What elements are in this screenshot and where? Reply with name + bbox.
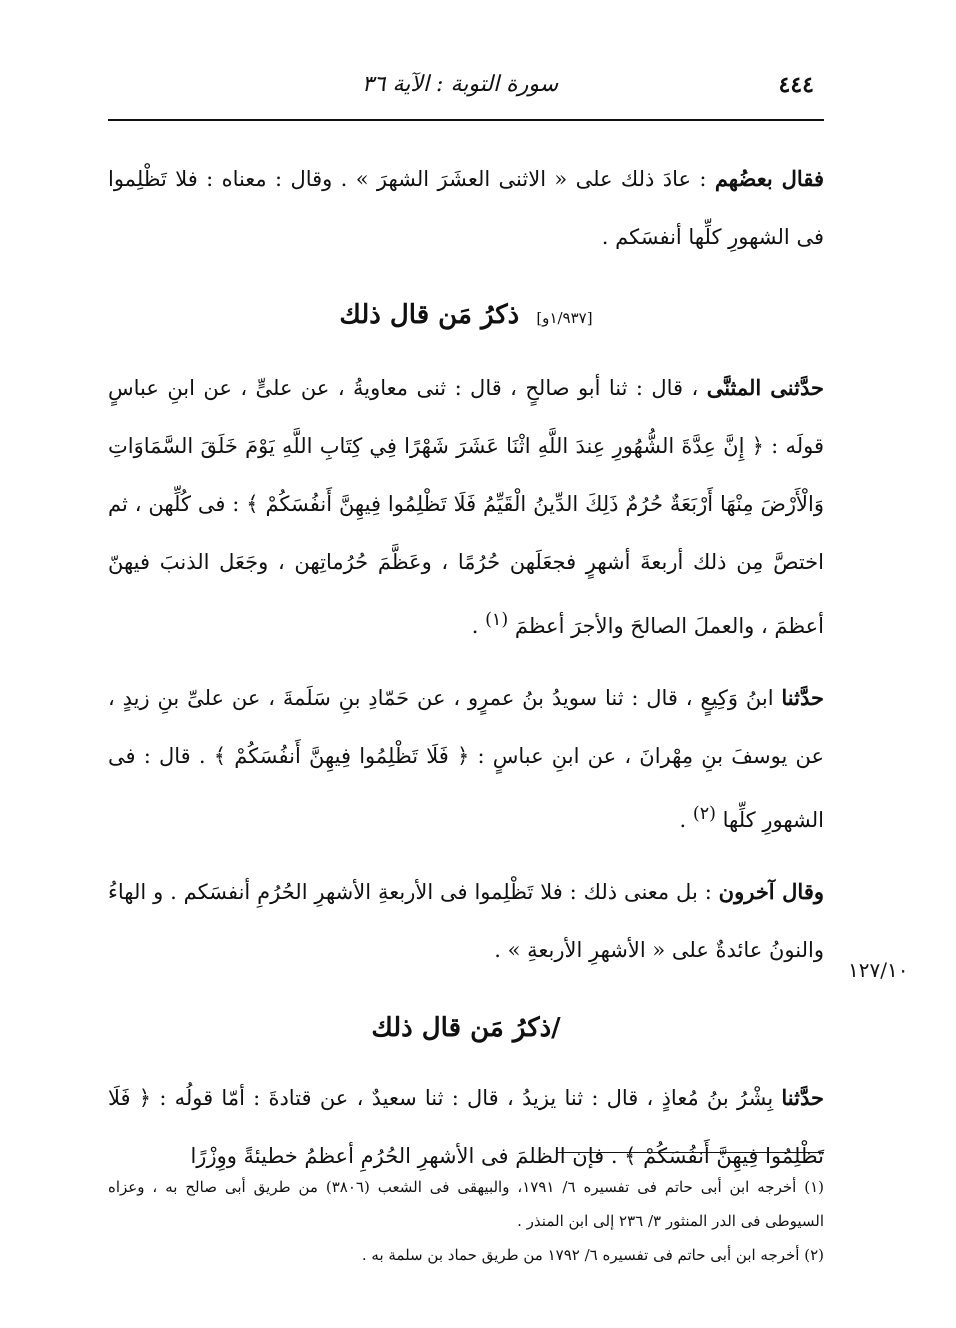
narration-2-end: . (679, 808, 687, 832)
narration-1-end: . (471, 614, 479, 638)
intro-paragraph (108, 150, 824, 266)
narration-1-lead: حدَّثنى المثنَّى (706, 375, 824, 400)
narration-paragraph-3 (108, 1069, 824, 1185)
margin-reference: ١٢٧/١٠ (848, 958, 909, 982)
footnote-marker-1: (١) (485, 610, 509, 630)
footnote-marker-2: (٢) (692, 804, 716, 824)
section-heading-1-text: ذكرُ مَن قال ذلك (339, 300, 520, 330)
section-heading-1 (108, 280, 824, 353)
opinion-lead: وقال آخرون (718, 879, 824, 904)
narration-paragraph-1 (108, 359, 824, 655)
narration-1-text: ، قال : ثنا أبو صالحٍ ، قال : ثنى معاويةُ ، عن علىٍّ ، عن ابنِ عباسٍ قولَه : ﴿ إِنَّ عِدَّةَ الشُّهُورِ عِندَ اللَّهِ اثْنَا عَشَرَ شَهْرًا فِي كِتَابِ اللَّهِ يَوْمَ خَلَقَ السَّمَاوَاتِ وَالْأَرْضَ مِنْهَا أَرْبَعَةٌ حُرُمٌ ذَلِكَ الدِّينُ الْقَيِّمُ فَلَا تَظْلِمُوا فِيهِنَّ أَنفُسَكُمْ ﴾ : فى كُلِّهن ، ثم اختصَّ مِن ذلك أربعةَ أشهرٍ فجعَلَهن حُرُمًا ، وعَظَّمَ حُرُماتِهن ، وجَعَل الذنبَ فيهنّ أعظمَ ، والعملَ الصالحَ والأجرَ أعظمَ (108, 376, 824, 638)
opinion-paragraph (108, 863, 824, 979)
narration-3-text: بِشْرُ بنُ مُعاذٍ ، قال : ثنا يزيدُ ، قال : ثنا سعيدٌ ، عن قتادةَ : أمّا قولُه : ﴿ فَلَا تَظْلِمُوا فِيهِنَّ أَنفُسَكُمْ ﴾ . فإن الظلمَ فى الأشهرِ الحُرُمِ أعظمُ خطيئةً ووِزْرًا (108, 1086, 824, 1168)
intro-text: : عادَ ذلك على « الاثنى العشَرَ الشهرَ » . وقال : معناه : فلا تَظْلِموا فى الشهورِ كلِّها أنفسَكم . (108, 167, 824, 249)
opinion-text: : بل معنى ذلك : فلا تَظْلِموا فى الأربعةِ الأشهرِ الحُرُمِ أنفسَكم . و الهاءُ والنونُ عائدةٌ على « الأشهرِ الأربعةِ » . (108, 880, 824, 962)
section-heading-2: /ذكرُ مَن قال ذلك (371, 1013, 561, 1043)
main-text (108, 150, 824, 1185)
footnote-1: (١) أخرجه ابن أبى حاتم فى تفسيره ٦/ ١٧٩١، والبيهقى فى الشعب (٣٨٠٦) من طريق أبى صالح به ، وعزاه السيوطى فى الدر المنثور ٣/ ٢٣٦ إلى ابن المنذر . (108, 1178, 824, 1230)
footnotes (108, 1170, 824, 1272)
running-header-title: سورة التوبة : الآية ٣٦ (361, 72, 559, 97)
footnote-2: (٢) أخرجه ابن أبى حاتم فى تفسيره ٦/ ١٧٩٢ من طريق حماد بن سلمة به . (361, 1246, 824, 1264)
narration-3-lead: حدَّثنا (781, 1085, 824, 1110)
narration-2-text: ابنُ وَكِيعٍ ، قال : ثنا سويدُ بنُ عمرٍو ، عن حَمّادِ بنِ سَلَمةَ ، عن علىِّ بنِ زيدٍ ، عن يوسفَ بنِ مِهْرانَ ، عن ابنِ عباسٍ : ﴿ فَلَا تَظْلِمُوا فِيهِنَّ أَنفُسَكُمْ ﴾ . قال : فى الشهورِ كلِّها (108, 686, 824, 832)
manuscript-ref: [١/٩٣٧و] (536, 309, 593, 327)
page-number: ٤٤٤ (778, 72, 814, 98)
narration-2-lead: حدَّثنا (781, 685, 824, 710)
narration-paragraph-2 (108, 669, 824, 849)
intro-lead: فقال بعضُهم (714, 166, 824, 191)
header-rule (108, 119, 824, 121)
footnote-rule (556, 1152, 824, 1153)
